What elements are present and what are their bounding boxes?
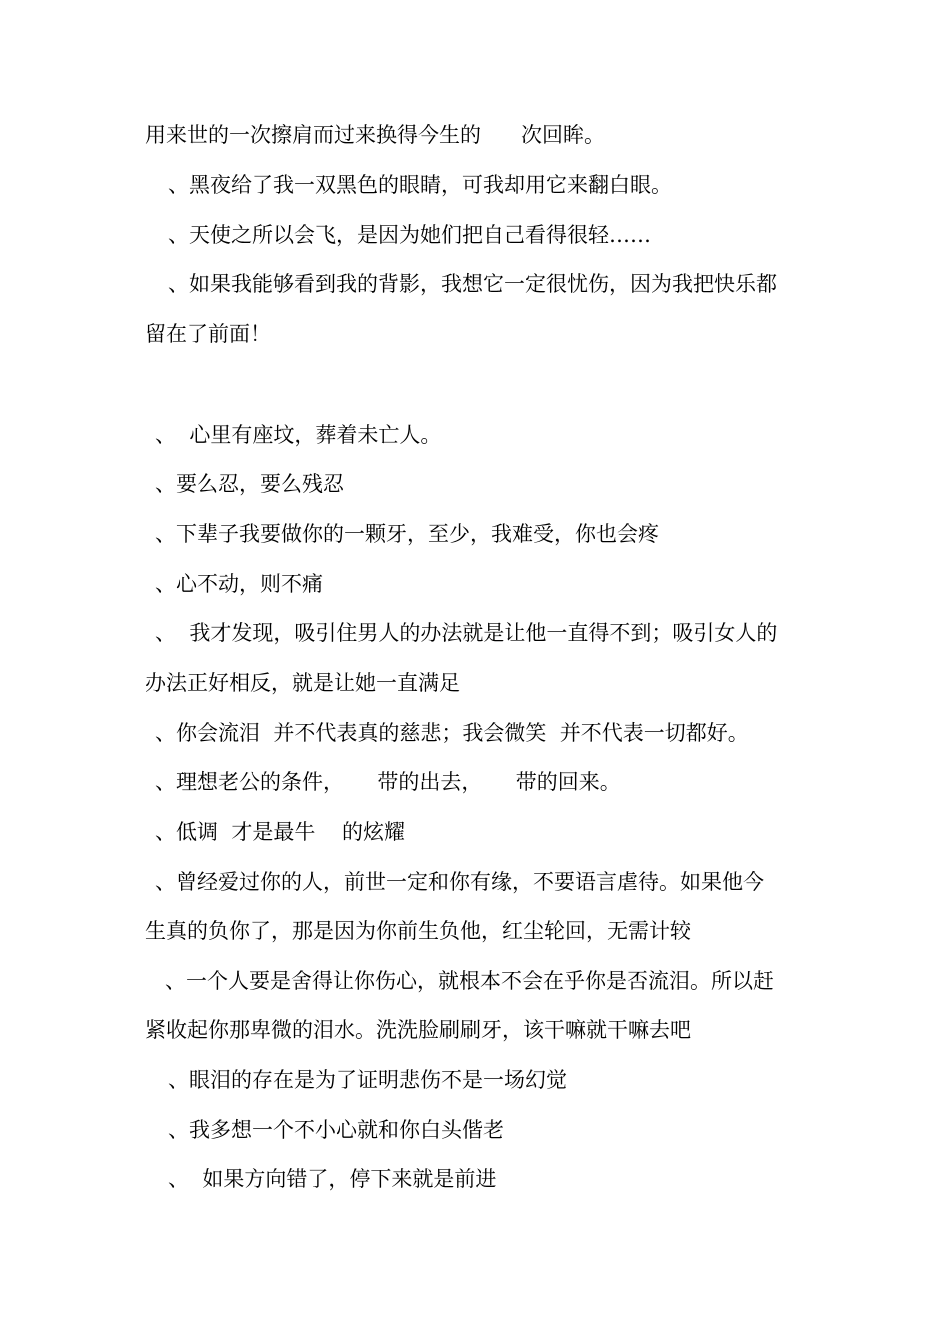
text-line: 、我多想一个不小心就和你白头偕老 — [168, 1118, 504, 1142]
text-line: 、要么忍，要么残忍 — [155, 472, 344, 496]
text-line: 、如果我能够看到我的背影，我想它一定很忧伤，因为我把快乐都 — [168, 272, 777, 296]
text-line: 留在了前面！ — [145, 322, 271, 346]
text-line: 、 如果方向错了，停下来就是前进 — [168, 1167, 497, 1191]
text-line: 、低调 才是最牛 的炫耀 — [155, 820, 406, 844]
text-line: 办法正好相反，就是让她一直满足 — [145, 671, 460, 695]
text-line: 生真的负你了，那是因为你前生负他，红尘轮回，无需计较 — [145, 919, 691, 943]
text-line: 、一个人要是舍得让你伤心，就根本不会在乎你是否流泪。所以赶 — [165, 969, 774, 993]
text-line: 、心不动，则不痛 — [155, 572, 323, 596]
text-line: 用来世的一次擦肩而过来换得今生的 次回眸。 — [145, 123, 606, 147]
text-line: 紧收起你那卑微的泪水。洗洗脸刷刷牙，该干嘛就干嘛去吧 — [145, 1018, 691, 1042]
text-line: 、理想老公的条件， 带的出去， 带的回来。 — [155, 770, 621, 794]
text-line: 、眼泪的存在是为了证明悲伤不是一场幻觉 — [168, 1068, 567, 1092]
text-line: 、 我才发现，吸引住男人的办法就是让他一直得不到；吸引女人的 — [155, 621, 778, 645]
text-line: 、曾经爱过你的人，前世一定和你有缘，不要语言虐待。如果他今 — [155, 870, 764, 894]
text-line: 、你会流泪 并不代表真的慈悲；我会微笑 并不代表一切都好。 — [155, 721, 749, 745]
text-line: 、天使之所以会飞，是因为她们把自己看得很轻…… — [168, 223, 651, 247]
text-line: 、下辈子我要做你的一颗牙，至少，我难受，你也会疼 — [155, 522, 659, 546]
text-line: 、 心里有座坟，葬着未亡人。 — [155, 423, 442, 447]
text-line: 、黑夜给了我一双黑色的眼睛，可我却用它来翻白眼。 — [168, 173, 672, 197]
